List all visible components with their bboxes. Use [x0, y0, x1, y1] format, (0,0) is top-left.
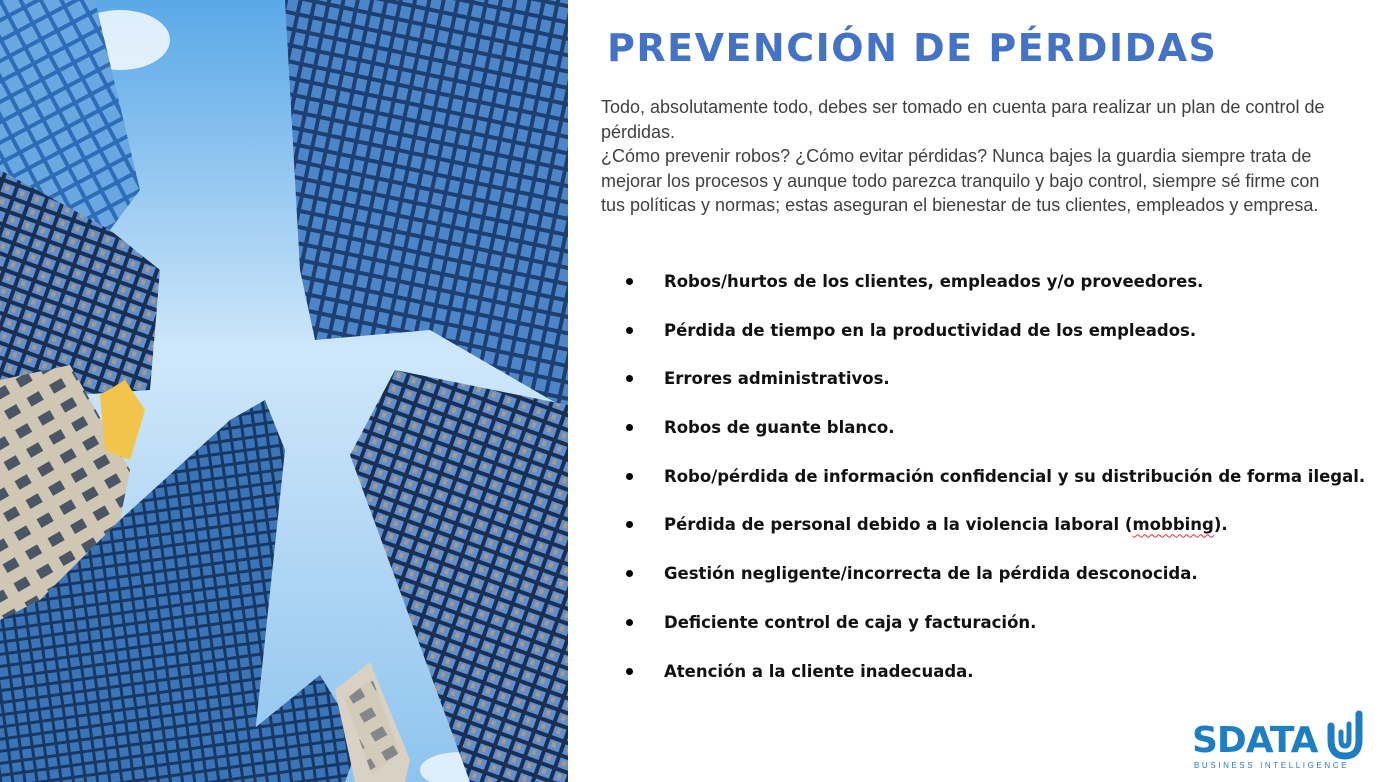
list-item-text: Pérdida de tiempo en la productividad de los empleados. [664, 320, 1197, 340]
list-item-text: Atención a la cliente inadecuada. [664, 661, 974, 681]
bullet-icon [626, 521, 633, 528]
bullet-icon [626, 619, 633, 626]
list-item [624, 365, 1365, 414]
list-item [624, 317, 1365, 366]
logo-tagline: BUSINESS INTELLIGENCE [1194, 761, 1350, 770]
list-item-text: Deficiente control de caja y facturación. [664, 612, 1037, 632]
list-item-text: Robo/pérdida de información confidencial y su distribución de forma ilegal. [664, 466, 1366, 486]
skyscrapers-photo [0, 0, 568, 782]
bullet-icon [626, 375, 633, 382]
list-item-text: Errores administrativos. [664, 369, 890, 389]
list-item [624, 511, 1365, 560]
list-item-text: Gestión negligente/incorrecta de la pérdida desconocida. [664, 564, 1198, 584]
list-item-text [664, 515, 1228, 534]
skyscrapers-illustration [0, 0, 568, 782]
logo-wordmark: SDATA [1192, 720, 1318, 761]
list-item [624, 463, 1365, 512]
bullet-icon [626, 278, 633, 285]
bullet-icon [626, 570, 633, 577]
list-item [624, 414, 1365, 463]
list-item-text-part: Pérdida de personal debido a la violencia laboral ( [664, 515, 1133, 535]
logo-u-icon [1325, 710, 1365, 762]
list-item-text: Robos/hurtos de los clientes, empleados y/o proveedores. [664, 272, 1204, 291]
slide-title: PREVENCIÓN DE PÉRDIDAS [607, 26, 1218, 70]
intro-paragraph: Todo, absolutamente todo, debes ser tomado en cuenta para realizar un plan de control de pérdidas. [601, 97, 1325, 142]
intro-text [601, 95, 1341, 218]
bullet-icon [626, 668, 633, 675]
list-item-text: Robos de guante blanco. [664, 418, 895, 438]
list-item [624, 560, 1365, 609]
list-item [624, 658, 1365, 707]
list-item [624, 268, 1365, 317]
intro-paragraph: ¿Cómo prevenir robos? ¿Cómo evitar pérdidas? Nunca bajes la guardia siempre trata de mejorar los procesos y aunque todo parezca tranquilo y bajo control, siempre sé firme con tus políticas y normas; estas aseguran el bienestar de tus clientes, empleados y empresa. [601, 146, 1320, 216]
sdata-logo [1192, 710, 1368, 774]
spellcheck-marked-word[interactable]: mobbing [1132, 515, 1214, 535]
bullet-icon [626, 473, 633, 480]
list-item-text-part: ). [1213, 515, 1228, 535]
bullet-icon [626, 424, 633, 431]
list-item [624, 609, 1365, 658]
bullet-icon [626, 327, 633, 334]
loss-causes-list [624, 268, 1365, 706]
